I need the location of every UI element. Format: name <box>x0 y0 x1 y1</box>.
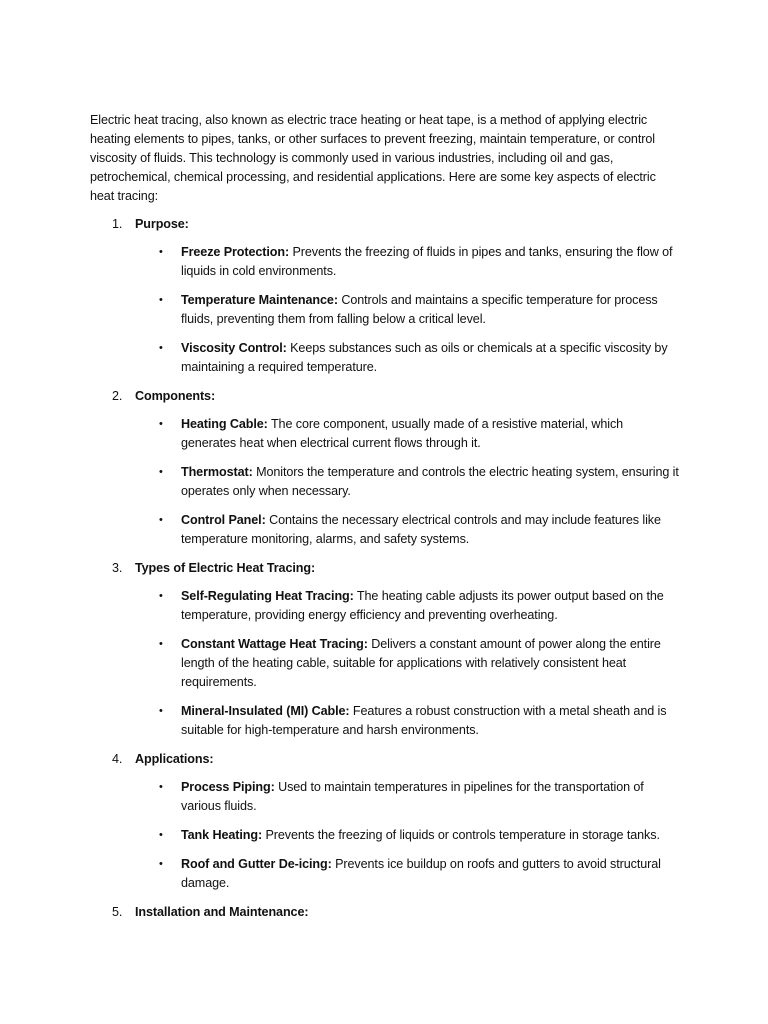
list-item <box>90 415 681 453</box>
section-title: Components: <box>135 389 216 403</box>
section-heading <box>90 903 680 922</box>
item-text: Prevents the freezing of fluids in pipes and tanks, ensuring the flow of liquids in cold environments. <box>181 245 673 278</box>
bullet-icon: • <box>159 781 163 793</box>
list-item <box>90 339 681 377</box>
item-term: Constant Wattage Heat Tracing: <box>181 637 368 651</box>
list-item <box>90 855 681 893</box>
item-term: Thermostat: <box>181 465 253 479</box>
section-applications <box>90 750 680 893</box>
item-text: Keeps substances such as oils or chemicals at a specific viscosity by maintaining a required temperature. <box>181 341 668 374</box>
list-item <box>90 778 681 816</box>
sections-list <box>90 215 680 922</box>
bullet-icon: • <box>159 858 163 870</box>
list-item <box>90 826 681 845</box>
bullet-icon: • <box>159 590 163 602</box>
intro-paragraph: Electric heat tracing, also known as electric trace heating or heat tape, is a method of applying electric heating elements to pipes, tanks, or other surfaces to prevent freezing, maintain temperature, or control viscosity of fluids. This technology is commonly used in various industries, including oil and gas, petrochemical, chemical processing, and residential applications. Here are some key aspects of electric heat tracing: <box>90 113 656 203</box>
bullet-icon: • <box>159 342 163 354</box>
list-item <box>90 702 681 740</box>
bullet-icon: • <box>159 638 163 650</box>
section-heading <box>90 559 680 578</box>
bullet-icon: • <box>159 466 163 478</box>
item-term: Temperature Maintenance: <box>181 293 338 307</box>
section-title: Installation and Maintenance: <box>135 905 309 919</box>
section-number: 3. <box>112 561 123 575</box>
section-number: 5. <box>112 905 123 919</box>
section-title: Types of Electric Heat Tracing: <box>135 561 316 575</box>
list-item <box>90 243 681 281</box>
bullet-icon: • <box>159 418 163 430</box>
section-items <box>90 587 680 740</box>
bullet-icon: • <box>159 294 163 306</box>
item-text: Delivers a constant amount of power along the entire length of the heating cable, suitable for applications with relatively consistent heat requirements. <box>181 637 661 689</box>
section-title: Applications: <box>135 752 214 766</box>
section-items <box>90 778 680 893</box>
section-types <box>90 559 680 740</box>
item-term: Viscosity Control: <box>181 341 287 355</box>
section-items <box>90 415 680 549</box>
section-number: 4. <box>112 752 123 766</box>
list-item <box>90 463 681 501</box>
section-heading <box>90 750 680 769</box>
bullet-icon: • <box>159 514 163 526</box>
item-term: Freeze Protection: <box>181 245 290 259</box>
section-number: 1. <box>112 217 123 231</box>
item-term: Self-Regulating Heat Tracing: <box>181 589 354 603</box>
item-text: The heating cable adjusts its power output based on the temperature, providing energy efficiency and preventing overheating. <box>181 589 664 622</box>
item-term: Mineral-Insulated (MI) Cable: <box>181 704 350 718</box>
bullet-icon: • <box>159 705 163 717</box>
section-heading <box>90 215 680 234</box>
item-text: Features a robust construction with a metal sheath and is suitable for high-temperature and harsh environments. <box>181 704 667 737</box>
item-term: Heating Cable: <box>181 417 268 431</box>
item-text: Prevents the freezing of liquids or controls temperature in storage tanks. <box>262 828 660 842</box>
section-heading <box>90 387 680 406</box>
item-text: Prevents ice buildup on roofs and gutters to avoid structural damage. <box>181 857 661 890</box>
item-term: Control Panel: <box>181 513 266 527</box>
section-number: 2. <box>112 389 123 403</box>
list-item <box>90 635 681 692</box>
bullet-icon: • <box>159 246 163 258</box>
item-term: Process Piping: <box>181 780 275 794</box>
item-text: The core component, usually made of a resistive material, which generates heat when electrical current flows through it. <box>181 417 624 450</box>
item-text: Used to maintain temperatures in pipelines for the transportation of various fluids. <box>181 780 644 813</box>
section-items <box>90 243 680 377</box>
list-item <box>90 587 681 625</box>
list-item <box>90 511 681 549</box>
item-text: Contains the necessary electrical controls and may include features like temperature monitoring, alarms, and safety systems. <box>181 513 661 546</box>
section-title: Purpose: <box>135 217 189 231</box>
section-installation <box>90 903 680 922</box>
bullet-icon: • <box>159 829 163 841</box>
section-components <box>90 387 680 549</box>
item-text: Controls and maintains a specific temperature for process fluids, preventing them from falling below a critical level. <box>181 293 658 326</box>
item-text: Monitors the temperature and controls the electric heating system, ensuring it operates only when necessary. <box>181 465 679 498</box>
section-purpose <box>90 215 680 377</box>
item-term: Tank Heating: <box>181 828 263 842</box>
item-term: Roof and Gutter De-icing: <box>181 857 332 871</box>
list-item <box>90 291 681 329</box>
